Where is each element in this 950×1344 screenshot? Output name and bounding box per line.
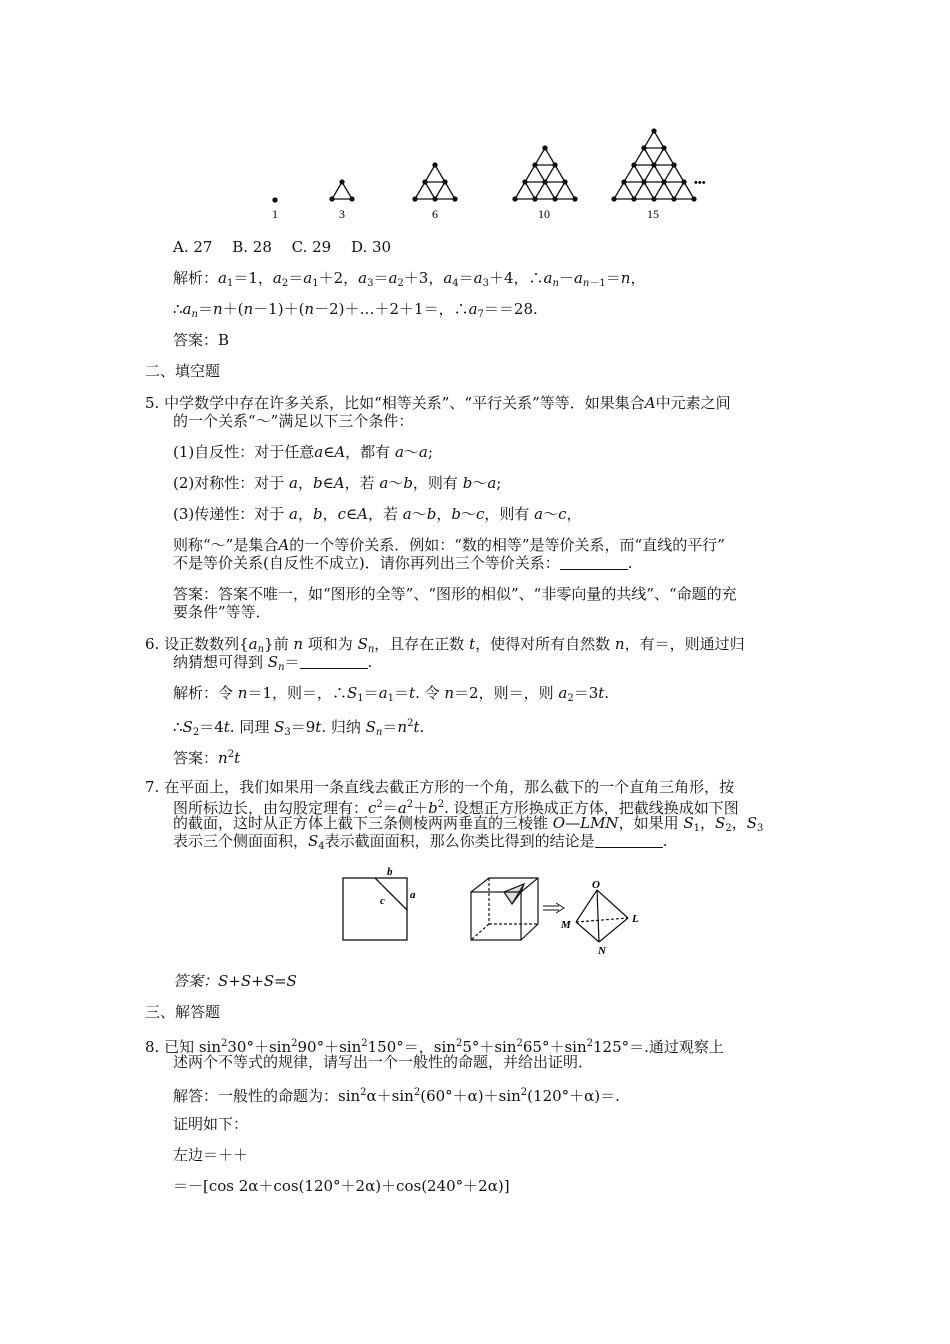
q5-line4: 不是等价关系(自反性不成立)．请你再列出三个等价关系： . (173, 554, 633, 572)
q7-line4: 表示三个侧面面积，$S_4$表示截面面积，那么你类比得到的结论是 . (173, 832, 668, 852)
q4-analysis-1: 解析：$a_1=1$，$a_2=a_1+2$，$a_3=a_2+3$，$a_4=a_3+4$，$\therefore a_n-a_{n-1}=n$， (173, 269, 646, 289)
fig-ellipsis: ••• (694, 177, 706, 189)
q4-answer: 答案：B (173, 331, 230, 349)
square-cut-figure (338, 862, 428, 944)
q7-answer: 答案：S+S+S=S (173, 972, 297, 990)
q8-proof-left: 左边＝＋＋ (173, 1146, 249, 1164)
label-N: N (598, 945, 606, 956)
cube-cut-figure (466, 872, 546, 944)
q7-line2: 图所标边长，由勾股定理有：$c^2=a^2+b^2$. 设想正方形换成正方体，把截线换成如下图 (173, 799, 739, 817)
q6-answer: 答案：$n^2t$ (173, 749, 241, 767)
q8-solution: 解答：一般性的命题为：$\sin^2\alpha+\sin^2(60^\circ+\alpha)+\sin^2(120^\circ+\alpha)=$. (173, 1087, 620, 1105)
label-a: a (410, 889, 416, 901)
section-title-solution: 三、解答题 (145, 1003, 221, 1021)
label-c: c (380, 895, 385, 907)
fig-label-10: 10 (538, 207, 550, 221)
tetrahedron-figure (556, 878, 646, 956)
q5-answer-1: 答案：答案不唯一，如“图形的全等”、“图形的相似”、“非零向量的共线”、“命题的充 (173, 585, 737, 603)
q5-line1: 5. 中学数学中存在许多关系，比如“相等关系”、“平行关系”等等．如果集合A中元素之间 (145, 394, 731, 412)
label-L: L (632, 913, 639, 925)
q8-line2: 述两个不等式的规律，请写出一个一般性的命题，并给出证明． (173, 1053, 594, 1071)
fig-label-3: 3 (339, 207, 345, 221)
q8-line1: 8. 已知 $\sin^230^\circ+\sin^290^\circ+\sin^2150^\circ=$，$\sin^25^\circ+\sin^265^\circ+\sin^2125^\circ=$.通过观察上 (145, 1038, 724, 1056)
triangular-numbers-figure (260, 122, 720, 222)
q5-line2: 的一个关系“～”满足以下三个条件： (173, 412, 414, 430)
q6-analysis-2: $\therefore S_2=4t$. 同理 $S_3=9t$. 归纳 $S_n=n^2t$. (173, 718, 425, 738)
q8-proof-step: ＝－[cos 2α＋cos(120°＋2α)＋cos(240°＋2α)] (173, 1177, 510, 1195)
q5-answer-2: 要条件”等等． (173, 603, 271, 621)
label-O: O (592, 879, 600, 891)
q5-cond2: (2)对称性：对于 a，b∈A，若 a～b，则有 b～a; (173, 474, 502, 492)
fig-label-15: 15 (647, 207, 659, 221)
q4-options: A. 27 B. 28 C. 29 D. 30 (173, 238, 392, 256)
q7-line1: 7. 在平面上，我们如果用一条直线去截正方形的一个角，那么截下的一个直角三角形，按 (145, 778, 735, 796)
section-title-fill-blank: 二、填空题 (145, 362, 221, 380)
q5-cond1: (1)自反性：对于任意a∈A，都有 a～a; (173, 443, 433, 461)
label-M: M (561, 919, 571, 931)
q7-line3: 的截面，这时从正方体上截下三条侧棱两两垂直的三棱锥 O—LMN，如果用 $S_1$，$S_2$，$S_3$ (173, 814, 764, 834)
q8-proof-title: 证明如下： (173, 1115, 249, 1133)
q4-analysis-2: $\therefore a_n=n+(n-1)+(n-2)+\dots+2+1=$，$\therefore a_7==28$. (173, 300, 538, 320)
q5-line3: 则称“～”是集合A的一个等价关系．例如：“数的相等”是等价关系，而“直线的平行” (173, 536, 725, 554)
q6-line2: 纳猜想可得到 $S_n=$ . (173, 653, 373, 673)
fig-label-6: 6 (432, 207, 438, 221)
q6-analysis-1: 解析：令 n＝1，则＝，$\therefore S_1=a_1=t$. 令 n＝2，则＝，则 $a_2=3t$. (173, 684, 610, 704)
label-b: b (387, 866, 393, 878)
q6-line1: 6. 设正数数列$\{a_n\}$前 n 项和为 $S_n$，且存在正数 t，使得对所有自然数 n，有＝，则通过归 (145, 635, 745, 655)
fig-label-1: 1 (272, 207, 278, 221)
q5-cond3: (3)传递性：对于 a，b，c∈A，若 a～b，b～c，则有 a～c， (173, 505, 582, 523)
